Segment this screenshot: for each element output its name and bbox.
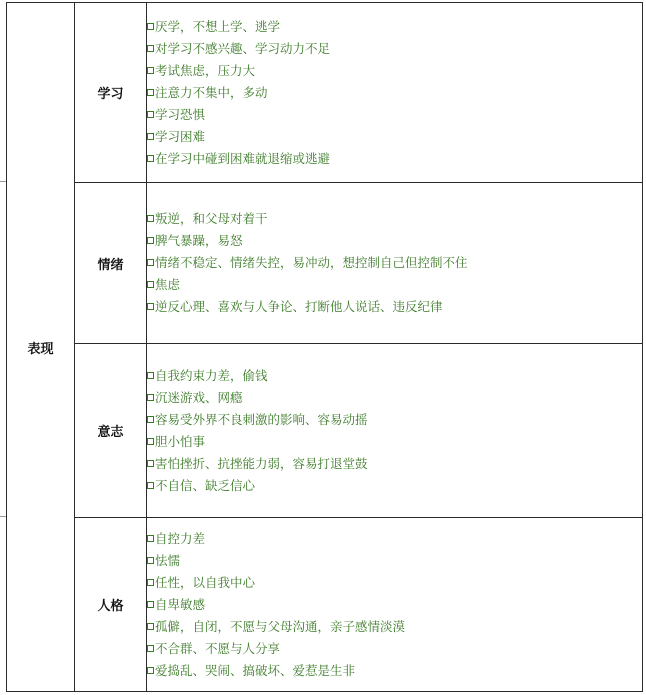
list-item bbox=[147, 528, 642, 550]
items-cell-personality[interactable] bbox=[147, 518, 643, 692]
subcategory-cell-will[interactable]: 意志 bbox=[75, 344, 147, 518]
item-text: 不自信、缺乏信心 bbox=[155, 477, 256, 493]
list-item bbox=[147, 431, 642, 453]
checkbox-icon bbox=[147, 45, 154, 52]
item-text: 自控力差 bbox=[155, 530, 206, 546]
item-text: 任性，以自我中心 bbox=[155, 574, 256, 590]
list-item bbox=[147, 594, 642, 616]
table-row bbox=[7, 3, 643, 183]
checkbox-icon bbox=[147, 416, 154, 423]
list-item bbox=[147, 16, 642, 38]
item-text: 自我约束力差，偷钱 bbox=[155, 367, 268, 383]
checkbox-icon bbox=[147, 111, 154, 118]
checkbox-icon bbox=[147, 67, 154, 74]
list-item bbox=[147, 660, 642, 682]
checkbox-icon bbox=[147, 133, 154, 140]
item-text: 逆反心理、喜欢与人争论、打断他人说话、违反纪律 bbox=[155, 299, 443, 314]
list-item bbox=[147, 475, 642, 497]
items-cell-emotion[interactable] bbox=[147, 183, 643, 344]
checkbox-icon bbox=[147, 303, 154, 310]
list-item bbox=[147, 453, 642, 475]
checkbox-icon bbox=[147, 482, 154, 489]
list-item bbox=[147, 572, 642, 594]
list-item bbox=[147, 274, 642, 296]
checkbox-icon bbox=[147, 281, 154, 288]
checkbox-icon bbox=[147, 579, 154, 586]
checkbox-icon bbox=[147, 667, 154, 674]
items-cell-will[interactable] bbox=[147, 344, 643, 518]
list-item bbox=[147, 60, 642, 82]
item-text: 对学习不感兴趣、学习动力不足 bbox=[155, 40, 331, 56]
table-row bbox=[7, 183, 643, 344]
list-item bbox=[147, 409, 642, 431]
subcategory-cell-study[interactable]: 学习 bbox=[75, 3, 147, 183]
item-text: 沉迷游戏、网瘾 bbox=[155, 389, 243, 405]
checkbox-icon bbox=[147, 89, 154, 96]
list-item bbox=[147, 638, 642, 660]
item-text: 厌学，不想上学、逃学 bbox=[155, 18, 281, 34]
item-text: 容易受外界不良刺激的影响、容易动摇 bbox=[155, 411, 368, 427]
table-row bbox=[7, 344, 643, 518]
checkbox-icon bbox=[147, 438, 154, 445]
item-text: 爱捣乱、哭闹、搞破坏、爱惹是生非 bbox=[155, 662, 356, 678]
item-text: 不合群、不愿与人分享 bbox=[155, 640, 281, 656]
checkbox-icon bbox=[147, 645, 154, 652]
list-item bbox=[147, 148, 642, 170]
checkbox-icon bbox=[147, 259, 154, 266]
checkbox-icon bbox=[147, 557, 154, 564]
checkbox-icon bbox=[147, 623, 154, 630]
list-item bbox=[147, 82, 642, 104]
items-cell-study[interactable] bbox=[147, 3, 643, 183]
item-text: 自卑敏感 bbox=[155, 596, 206, 612]
item-text: 学习困难 bbox=[155, 128, 206, 144]
item-text: 学习恐惧 bbox=[155, 106, 206, 122]
list-item bbox=[147, 365, 642, 387]
list-item bbox=[147, 296, 642, 318]
item-text: 叛逆，和父母对着干 bbox=[155, 211, 268, 226]
list-item bbox=[147, 616, 642, 638]
list-item bbox=[147, 387, 642, 409]
item-text: 胆小怕事 bbox=[155, 433, 206, 449]
checkbox-icon bbox=[147, 535, 154, 542]
item-text: 在学习中碰到困难就退缩或逃避 bbox=[155, 150, 331, 166]
item-text: 情绪不稳定、情绪失控，易冲动，想控制自己但控制不住 bbox=[155, 255, 468, 270]
list-item bbox=[147, 38, 642, 60]
item-text: 注意力不集中，多动 bbox=[155, 84, 268, 100]
checkbox-icon bbox=[147, 394, 154, 401]
item-text: 害怕挫折、抗挫能力弱，容易打退堂鼓 bbox=[155, 455, 368, 471]
list-item bbox=[147, 550, 642, 572]
symptom-table bbox=[6, 2, 643, 692]
list-item bbox=[147, 230, 642, 252]
list-item bbox=[147, 208, 642, 230]
list-item bbox=[147, 252, 642, 274]
item-text: 孤僻，自闭，不愿与父母沟通，亲子感情淡漠 bbox=[155, 618, 406, 634]
checkbox-icon bbox=[147, 460, 154, 467]
checkbox-icon bbox=[147, 372, 154, 379]
list-item bbox=[147, 104, 642, 126]
checkbox-icon bbox=[147, 237, 154, 244]
checkbox-icon bbox=[147, 23, 154, 30]
category-cell[interactable]: 表现 bbox=[7, 3, 75, 692]
table-row bbox=[7, 518, 643, 692]
item-text: 考试焦虑，压力大 bbox=[155, 62, 256, 78]
item-text: 焦虑 bbox=[155, 277, 181, 292]
item-text: 脾气暴躁，易怒 bbox=[155, 233, 243, 248]
list-item bbox=[147, 126, 642, 148]
checkbox-icon bbox=[147, 215, 154, 222]
subcategory-cell-emotion[interactable]: 情绪 bbox=[75, 183, 147, 344]
item-text: 怯懦 bbox=[155, 552, 181, 568]
checkbox-icon bbox=[147, 601, 154, 608]
subcategory-cell-personality[interactable]: 人格 bbox=[75, 518, 147, 692]
checkbox-icon bbox=[147, 155, 154, 162]
